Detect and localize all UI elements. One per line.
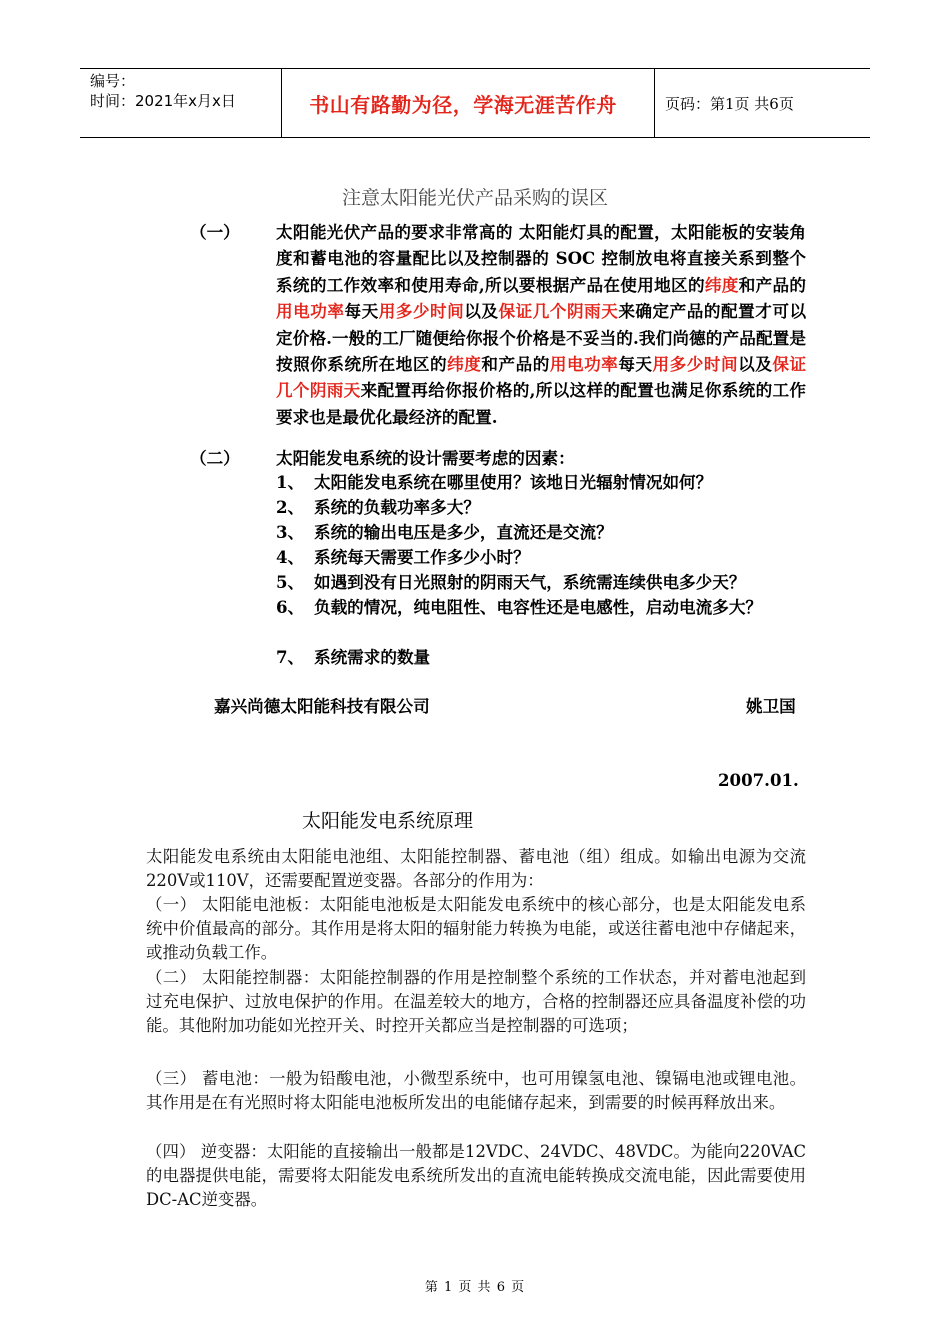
paragraph-controller: （二） 太阳能控制器：太阳能控制器的作用是控制整个系统的工作状态，并对蓄电池起到过充电保护、过放电保护的作用。在温差较大的地方，合格的控制器还应具备温度补偿的功能。其他附加功能如光控开关、时控开关都应当是控制器的可选项； bbox=[146, 968, 806, 1036]
section-title: 太阳能发电系统原理 bbox=[302, 810, 474, 832]
highlight-rainy-days: 保证几个阴雨天 bbox=[276, 354, 807, 401]
highlight-hours: 用多少时间 bbox=[652, 354, 739, 375]
list-number: 2、 bbox=[276, 497, 305, 517]
author-name: 姚卫国 bbox=[746, 696, 796, 716]
paragraph-battery: （三） 蓄电池：一般为铅酸电池，小微型系统中，也可用镍氢电池、镍镉电池或锂电池。其作用是在有光照时将太阳能电池板所发出的电能储存起来，到需要的时候再释放出来。 bbox=[146, 1069, 806, 1113]
paragraph-inverter: （四） 逆变器：太阳能的直接输出一般都是12VDC、24VDC、48VDC。为能向220VAC的电器提供电能，需要将太阳能发电系统所发出的直流电能转换成交流电能，因此需要使用DC-AC逆变器。 bbox=[146, 1142, 806, 1210]
number-label: 编号： bbox=[90, 72, 136, 90]
list-text: 系统需求的数量 bbox=[314, 647, 431, 667]
list-item bbox=[276, 469, 806, 495]
list-text: 负载的情况，纯电阻性、电容性还是电感性，启动电流多大？ bbox=[314, 597, 763, 617]
list-item bbox=[276, 494, 806, 520]
paragraph-solar-panel: （一） 太阳能电池板：太阳能电池板是太阳能发电系统中的核心部分，也是太阳能发电系统中价值最高的部分。其作用是将太阳的辐射能力转换为电能，或送往蓄电池中存储起来，或推动负载工作。 bbox=[146, 895, 806, 963]
text-span: 来确定产品的配置才可以定价格.一般的工厂随便给你报个价格是不妥当的.我们尚德的产品配置是按照你系统所在地区的 bbox=[276, 301, 807, 375]
text-span: 太阳能光伏产品的要求非常高的 太阳能灯具的配置，太阳能板的安装角度和蓄电池的容量配比以及控制器的 SOC 控制放电将直接关系到整个系统的工作效率和使用寿命,所以要根据产品在使用地区的 bbox=[276, 222, 806, 295]
highlight-rainy-days: 保证几个阴雨天 bbox=[498, 301, 619, 322]
section-number: （二） bbox=[190, 448, 240, 468]
section-2-intro: 太阳能发电系统的设计需要考虑的因素： bbox=[276, 448, 575, 468]
header-meta bbox=[90, 71, 280, 111]
list-text: 系统的负载功率多大？ bbox=[314, 497, 480, 517]
list-text: 系统每天需要工作多少小时？ bbox=[314, 547, 530, 567]
company-name: 嘉兴尚德太阳能科技有限公司 bbox=[214, 696, 430, 716]
document-date: 2007.01. bbox=[718, 770, 799, 790]
page-footer: 第 1 页 共 6 页 bbox=[424, 1280, 526, 1295]
list-text: 如遇到没有日光照射的阴雨天气，系统需连续供电多少天？ bbox=[314, 572, 746, 592]
highlight-hours: 用多少时间 bbox=[378, 301, 465, 322]
header-page-label: 页码：第1页 共6页 bbox=[665, 94, 794, 113]
list-item bbox=[276, 544, 806, 570]
time-label: 时间：2021年x月x日 bbox=[90, 92, 236, 110]
highlight-latitude: 纬度 bbox=[447, 354, 482, 375]
text-span: 每天 bbox=[344, 301, 379, 322]
page-header bbox=[80, 68, 870, 138]
text-span: 以及 bbox=[464, 301, 499, 322]
text-span: 和产品的 bbox=[481, 354, 550, 375]
text-span: 和产品的 bbox=[738, 274, 807, 295]
section-1-paragraph bbox=[276, 219, 806, 430]
highlight-power: 用电功率 bbox=[276, 301, 345, 322]
list-number: 4、 bbox=[276, 547, 305, 567]
list-text: 系统的输出电压是多少，直流还是交流？ bbox=[314, 522, 613, 542]
list-item bbox=[276, 644, 806, 670]
list-text: 太阳能发电系统在哪里使用？该地日光辐射情况如何？ bbox=[314, 472, 713, 492]
text-span: 以及 bbox=[738, 354, 773, 375]
header-motto: 书山有路勤为径，学海无涯苦作舟 bbox=[309, 92, 617, 117]
list-number: 3、 bbox=[276, 522, 305, 542]
list-item bbox=[276, 569, 806, 595]
list-number: 1、 bbox=[276, 472, 305, 492]
text-span: 每天 bbox=[618, 354, 653, 375]
list-number: 5、 bbox=[276, 572, 305, 592]
list-item bbox=[276, 594, 806, 620]
section-number: （一） bbox=[190, 222, 240, 242]
list-item bbox=[276, 519, 806, 545]
paragraph-intro: 太阳能发电系统由太阳能电池组、太阳能控制器、蓄电池（组）组成。如输出电源为交流220V或110V，还需要配置逆变器。各部分的作用为： bbox=[146, 847, 806, 891]
article-title: 注意太阳能光伏产品采购的误区 bbox=[341, 187, 608, 209]
highlight-latitude: 纬度 bbox=[704, 274, 739, 295]
highlight-power: 用电功率 bbox=[549, 354, 619, 375]
text-span: 来配置再给你报价格的,所以这样的配置也满足你系统的工作要求也是最优化最经济的配置. bbox=[276, 380, 807, 427]
list-number: 7、 bbox=[276, 647, 305, 667]
list-number: 6、 bbox=[276, 597, 305, 617]
header-divider bbox=[654, 69, 655, 137]
